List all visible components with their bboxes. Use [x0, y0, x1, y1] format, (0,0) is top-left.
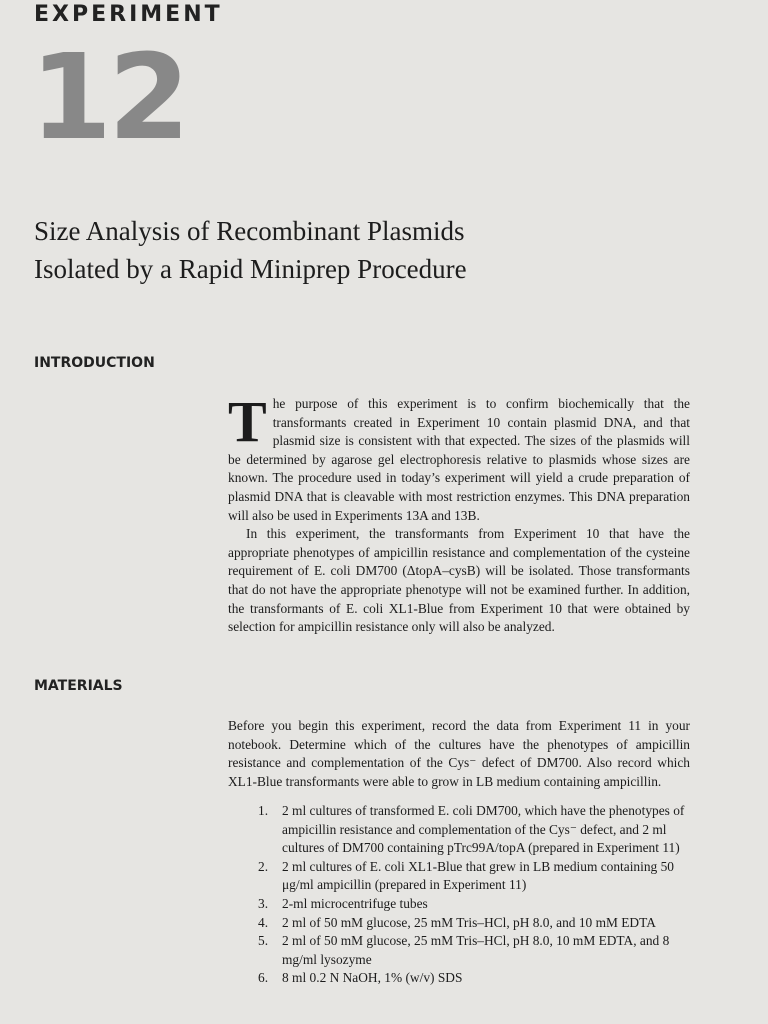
drop-cap: T — [228, 389, 267, 454]
materials-item-text: 2 ml cultures of transformed E. coli DM700, which have the phenotypes of ampicillin resistance and complementation of the Cys⁻ defect, and 2 ml cultures of DM700 containing pTrc99A/topA (prepared in Experiment 11) — [282, 803, 685, 856]
materials-item-text: 8 ml 0.2 N NaOH, 1% (w/v) SDS — [282, 970, 463, 986]
materials-item-number: 4. — [258, 914, 269, 930]
materials-item — [258, 932, 692, 969]
introduction-paragraph-1 — [228, 389, 690, 525]
introduction-paragraph-2: In this experiment, the transformants from Experiment 10 that have the appropriate phenotypes of ampicillin resistance and complementation of the cysteine requirement of E. coli DM700 (ΔtopA–cysB) will be isolated. Those transformants that do not have the appropriate phenotype will not be examined further. In addition, the transformants of E. coli XL1-Blue from Experiment 10 that were obtained by selection for ampicillin resistance only will also be analyzed. — [228, 526, 690, 635]
materials-item-number: 1. — [258, 803, 269, 818]
materials-item — [258, 802, 692, 858]
materials-item — [258, 969, 692, 988]
materials-item-text: 2 ml of 50 mM glucose, 25 mM Tris–HCl, pH 8.0, 10 mM EDTA, and 8 mg/ml lysozyme — [282, 933, 670, 967]
experiment-label: EXPERIMENT — [34, 2, 223, 27]
materials-intro: Before you begin this experiment, record the data from Experiment 11 in your notebook. Determine which of the cultures have the phenotypes of ampicillin resistance and complementation of the Cys⁻ defect of DM700. Also record which XL1-Blue transformants were able to grow in LB medium containing ampicillin. — [228, 718, 690, 789]
materials-item-text: 2-ml microcentrifuge tubes — [282, 895, 428, 911]
materials-item-number: 2. — [258, 858, 269, 874]
introduction-paragraph-1-text: he purpose of this experiment is to confirm biochemically that the transformants created in Experiment 10 contain plasmid DNA, and that plasmid size is consistent with that expected. The sizes of the plasmids will be determined by agarose gel electrophoresis relative to plasmids whose sizes are known. The procedure used in today’s experiment will yield a crude preparation of plasmid DNA that is cleavable with most restriction enzymes. This DNA preparation will also be used in Experiments 13A and 13B. — [228, 396, 690, 523]
materials-item-text: 2 ml cultures of E. coli XL1-Blue that grew in LB medium containing 50 μg/ml ampicillin (prepared in Experiment 11) — [282, 858, 674, 893]
chapter-title-line-1: Size Analysis of Recombinant Plasmids — [34, 216, 465, 246]
materials-item — [258, 895, 692, 914]
chapter-title-line-2: Isolated by a Rapid Miniprep Procedure — [34, 254, 467, 284]
introduction-heading: INTRODUCTION — [34, 355, 155, 371]
materials-item-number: 5. — [258, 933, 269, 949]
materials-item-number: 6. — [258, 970, 269, 986]
materials-item-text: 2 ml of 50 mM glucose, 25 mM Tris–HCl, pH 8.0, and 10 mM EDTA — [282, 914, 656, 930]
materials-item-number: 3. — [258, 895, 269, 911]
introduction-body — [228, 389, 690, 637]
materials-item — [258, 914, 692, 933]
experiment-number: 12 — [30, 28, 187, 166]
materials-item — [258, 858, 692, 895]
chapter-title — [34, 212, 634, 288]
materials-heading: MATERIALS — [34, 678, 123, 694]
materials-list — [258, 802, 692, 988]
